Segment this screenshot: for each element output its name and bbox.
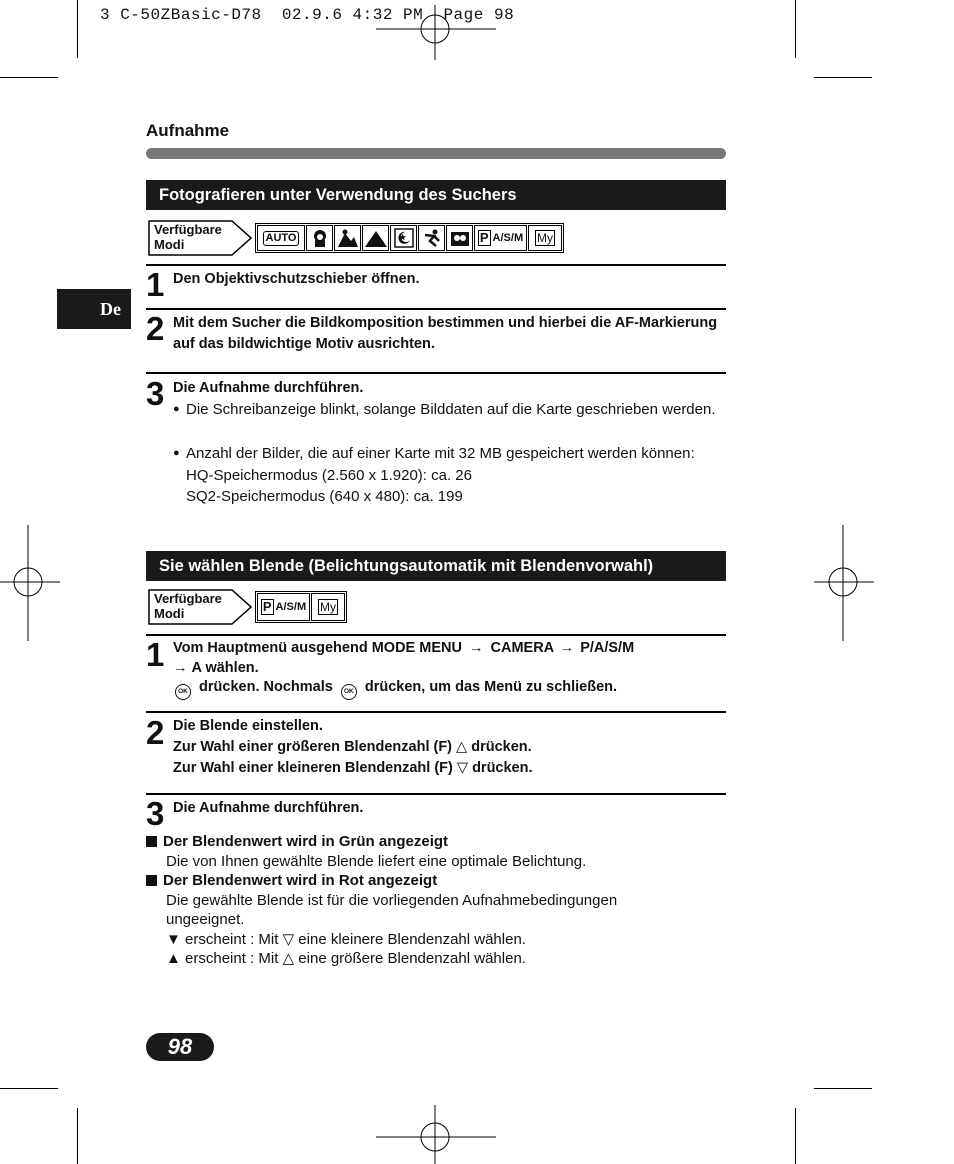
my-mode-icon: My [311,593,345,621]
step-number-2: 2 [146,714,165,751]
step-separator [146,634,726,636]
arrow-icon: → [468,640,484,656]
registration-mark-left [0,525,60,641]
auto-mode-icon: AUTO [257,225,305,251]
available-modes-2 [148,589,347,625]
up-arrow-icon: △ [282,950,295,967]
step-text-1: Den Objektivschutzschieber öffnen. [173,271,420,287]
self-portrait-mode-icon [446,225,473,251]
svg-text:★: ★ [398,233,406,242]
sq2-capacity: SQ2-Speichermodus (640 x 480): ca. 199 [186,488,463,505]
section-divider [146,148,726,159]
up-arrow-icon: △ [456,739,468,755]
step-text-2: Die Blende einstellen. Zur Wahl einer größeren Blendenzahl (F) △ drücken. Zur Wahl einer kleineren Blendenzahl (F) ▽ drücken. [173,718,533,776]
down-arrow-icon: ▽ [456,760,469,776]
ok-button-icon: OK [175,684,191,700]
modes-label-1: Verfügbare [154,222,222,237]
portrait-mode-icon [306,225,333,251]
step-number-3: 3 [146,795,165,832]
modes-label-2: Modi [154,237,185,252]
night-scene-mode-icon [390,225,417,251]
hq-capacity: HQ-Speichermodus (2.560 x 1.920): ca. 26 [186,466,472,484]
modes-label-2: Modi [154,606,185,621]
down-solid-arrow-icon: ▼ [166,930,181,948]
step-text-3: Die Aufnahme durchführen. [173,380,364,396]
step-text-1: Vom Hauptmenü ausgehend MODE MENU → CAMERA → P/A/S/M → A wählen. OK drücken. Nochmals OK drücken, um das Menü zu schließen. [173,639,733,700]
bullet-item: ● Die Schreibanzeige blinkt, solange Bilddaten auf die Karte geschrieben werden. [173,399,723,421]
my-mode-icon: My [528,225,562,251]
section-title: Aufnahme [146,121,230,140]
ok-button-icon: OK [341,684,357,700]
registration-mark-right [814,525,874,641]
page-number: 98 [146,1033,214,1061]
registration-mark-bottom [376,1105,496,1164]
modes-tag [148,589,252,625]
available-modes-1 [148,220,564,256]
square-bullet-icon [146,836,157,847]
step-text-3: Die Aufnahme durchführen. [173,800,364,816]
modes-label-1: Verfügbare [154,591,222,606]
bullet-item: ● Anzahl der Bilder, die auf einer Karte mit 32 MB gespeichert werden können: HQ-Speichermodus (2.560 x 1.920): ca. 26 SQ2-Speichermodus (640 x 480): ca. 199 [173,443,723,508]
note-green: Der Blendenwert wird in Grün angezeigt Die von Ihnen gewählte Blende liefert eine optimale Belichtung. Der Blendenwert wird in Rot angezeigt Die gewählte Blende ist für die vorliegenden Aufnahmebedingungen ungeeignet. ▼ erscheint : Mit ▽ eine kleinere Blendenzahl wählen. ▲ erscheint : Mit △ eine größere Blendenzahl wählen. [146,832,726,969]
landscape-portrait-mode-icon [334,225,361,251]
step-separator [146,711,726,713]
up-solid-arrow-icon: ▲ [166,950,181,967]
step-text-2: Mit dem Sucher die Bildkomposition bestimmen und hierbei die AF-Markierung auf das bildwichtige Motiv ausrichten. [173,315,718,352]
step-number-2: 2 [146,310,165,347]
topic-title-aperture: Sie wählen Blende (Belichtungsautomatik mit Blendenvorwahl) [146,551,726,581]
step-separator [146,793,726,795]
step-separator [146,372,726,374]
arrow-icon: → [559,640,575,656]
arrow-icon: → [173,659,188,676]
landscape-mode-icon [362,225,389,251]
step-number-1: 1 [146,266,165,303]
bullet-dot: ● [173,403,180,415]
topic-title-viewfinder: Fotografieren unter Verwendung des Suchers [146,180,726,210]
registration-mark-top [376,5,496,60]
square-bullet-icon [146,875,157,886]
bullet-dot: ● [173,447,180,459]
sport-mode-icon [418,225,445,251]
down-arrow-icon: ▽ [282,930,295,948]
modes-tag [148,220,252,256]
language-tab: De [57,289,131,329]
print-header: 3 C-50ZBasic-D78 02.9.6 4:32 PM Page 98 [100,6,515,24]
pasm-mode-icon: P A/S/M [474,225,527,251]
step-separator [146,264,726,266]
pasm-mode-icon: P A/S/M [257,593,310,621]
step-separator [146,308,726,310]
step-number-3: 3 [146,375,165,412]
step-number-1: 1 [146,636,165,673]
